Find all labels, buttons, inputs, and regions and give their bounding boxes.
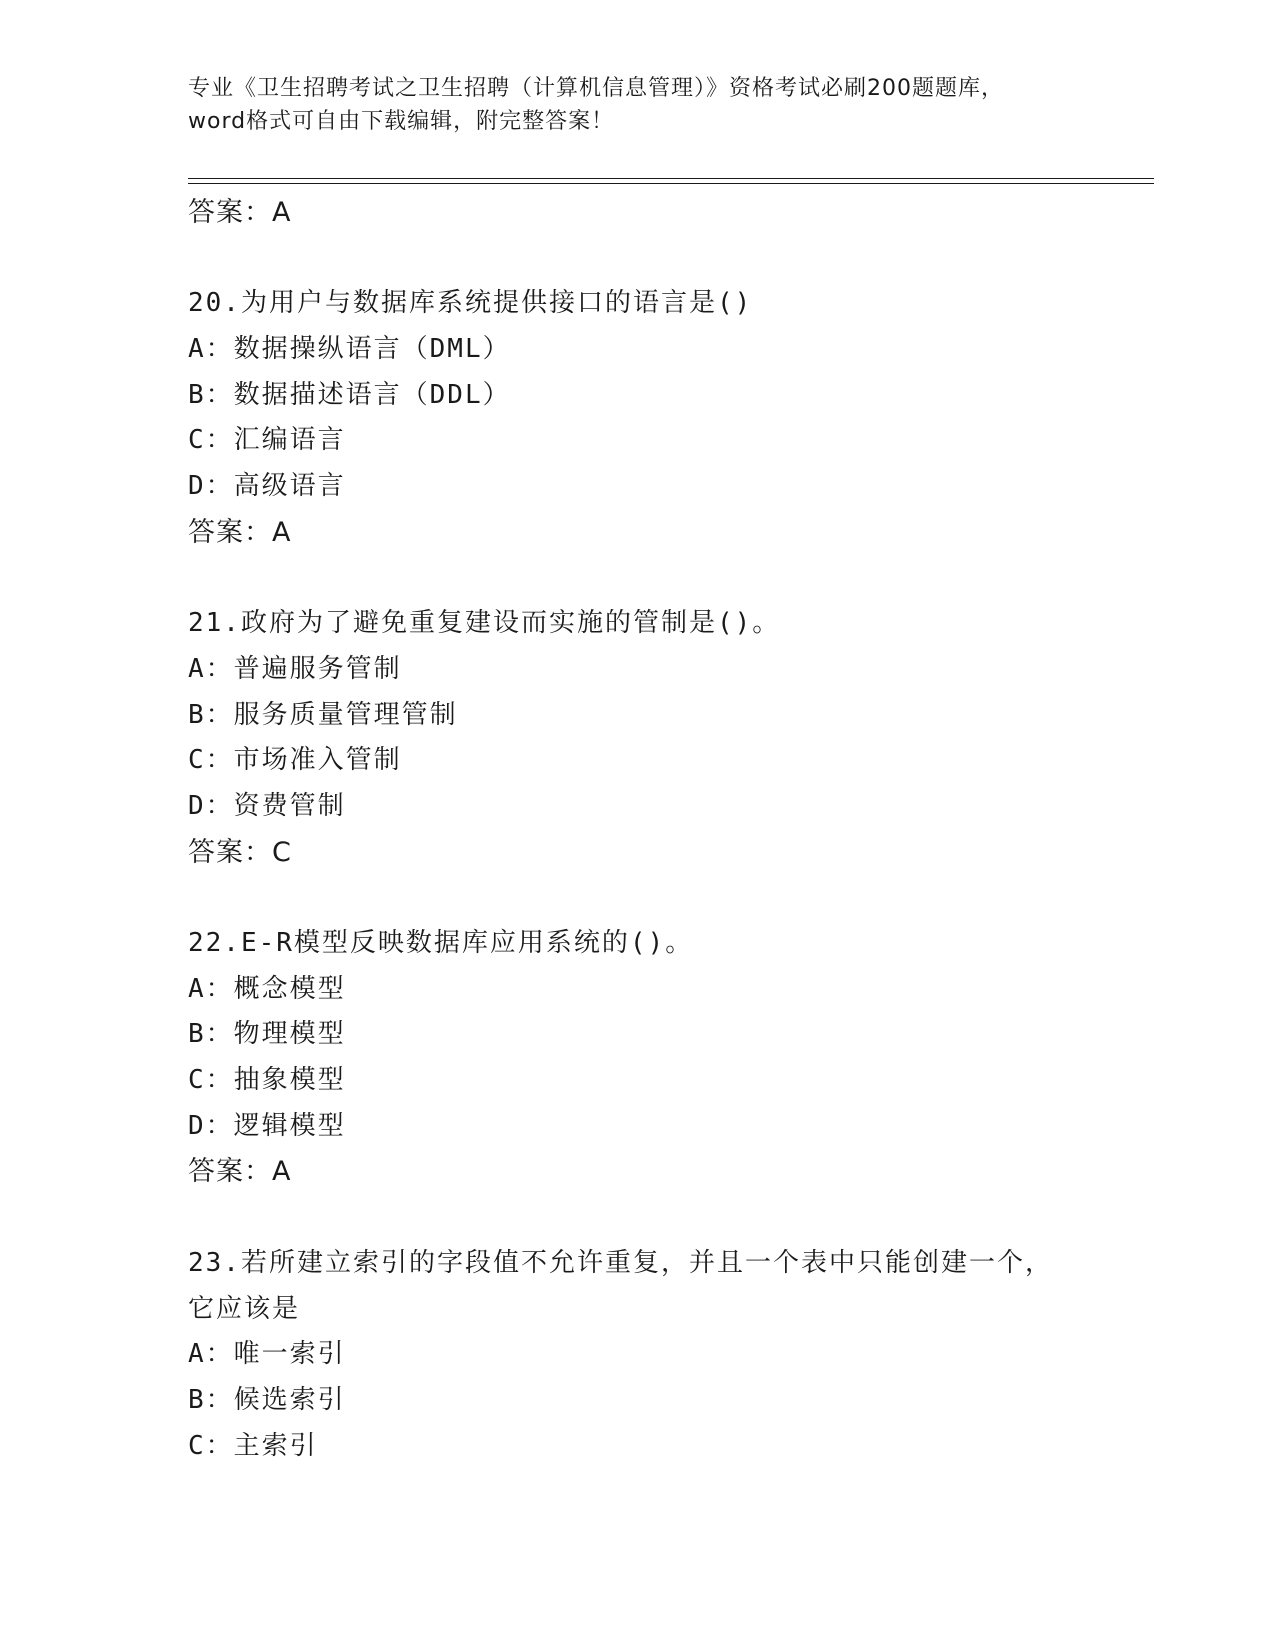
spacer bbox=[188, 1195, 1148, 1241]
question-23 bbox=[188, 1241, 1148, 1469]
question-text-line-2: 它应该是 bbox=[188, 1293, 301, 1324]
spacer bbox=[188, 875, 1148, 921]
answer: 答案：A bbox=[188, 516, 292, 548]
option-b: B：候选索引 bbox=[188, 1384, 346, 1415]
option-b: B：物理模型 bbox=[188, 1019, 346, 1050]
previous-answer: 答案：A bbox=[188, 197, 292, 228]
question-content bbox=[188, 190, 1148, 1469]
option-c: C：主索引 bbox=[188, 1430, 318, 1461]
option-a: A：数据操纵语言（DML） bbox=[188, 334, 511, 365]
option-c: C：抽象模型 bbox=[188, 1065, 346, 1096]
header-divider-top bbox=[188, 178, 1154, 179]
option-a: A：概念模型 bbox=[188, 973, 346, 1004]
option-c: C：市场准入管制 bbox=[188, 745, 402, 776]
option-d: D：逻辑模型 bbox=[188, 1110, 346, 1141]
document-header bbox=[188, 72, 1088, 138]
option-d: D：资费管制 bbox=[188, 790, 346, 821]
option-b: B：服务质量管理管制 bbox=[188, 699, 458, 730]
header-line-2: word格式可自由下载编辑，附完整答案！ bbox=[188, 109, 615, 134]
option-d: D：高级语言 bbox=[188, 471, 346, 502]
question-20 bbox=[188, 281, 1148, 555]
question-text: 22.E-R模型反映数据库应用系统的()。 bbox=[188, 928, 694, 958]
option-b: B：数据描述语言（DDL） bbox=[188, 379, 511, 410]
question-21 bbox=[188, 601, 1148, 875]
answer: 答案：C bbox=[188, 836, 292, 868]
question-text-line-1: 23.若所建立索引的字段值不允许重复，并且一个表中只能创建一个， bbox=[188, 1247, 1053, 1278]
option-c: C：汇编语言 bbox=[188, 425, 346, 456]
spacer bbox=[188, 236, 1148, 282]
question-text: 21.政府为了避免重复建设而实施的管制是()。 bbox=[188, 608, 781, 639]
question-text: 20.为用户与数据库系统提供接口的语言是() bbox=[188, 288, 753, 319]
option-a: A：唯一索引 bbox=[188, 1339, 346, 1370]
option-a: A：普遍服务管制 bbox=[188, 653, 402, 684]
header-divider-bottom bbox=[188, 183, 1154, 184]
spacer bbox=[188, 556, 1148, 602]
header-line-1: 专业《卫生招聘考试之卫生招聘（计算机信息管理）》资格考试必刷200题题库， bbox=[188, 76, 1004, 101]
question-22 bbox=[188, 921, 1148, 1195]
answer: 答案：A bbox=[188, 1156, 292, 1188]
